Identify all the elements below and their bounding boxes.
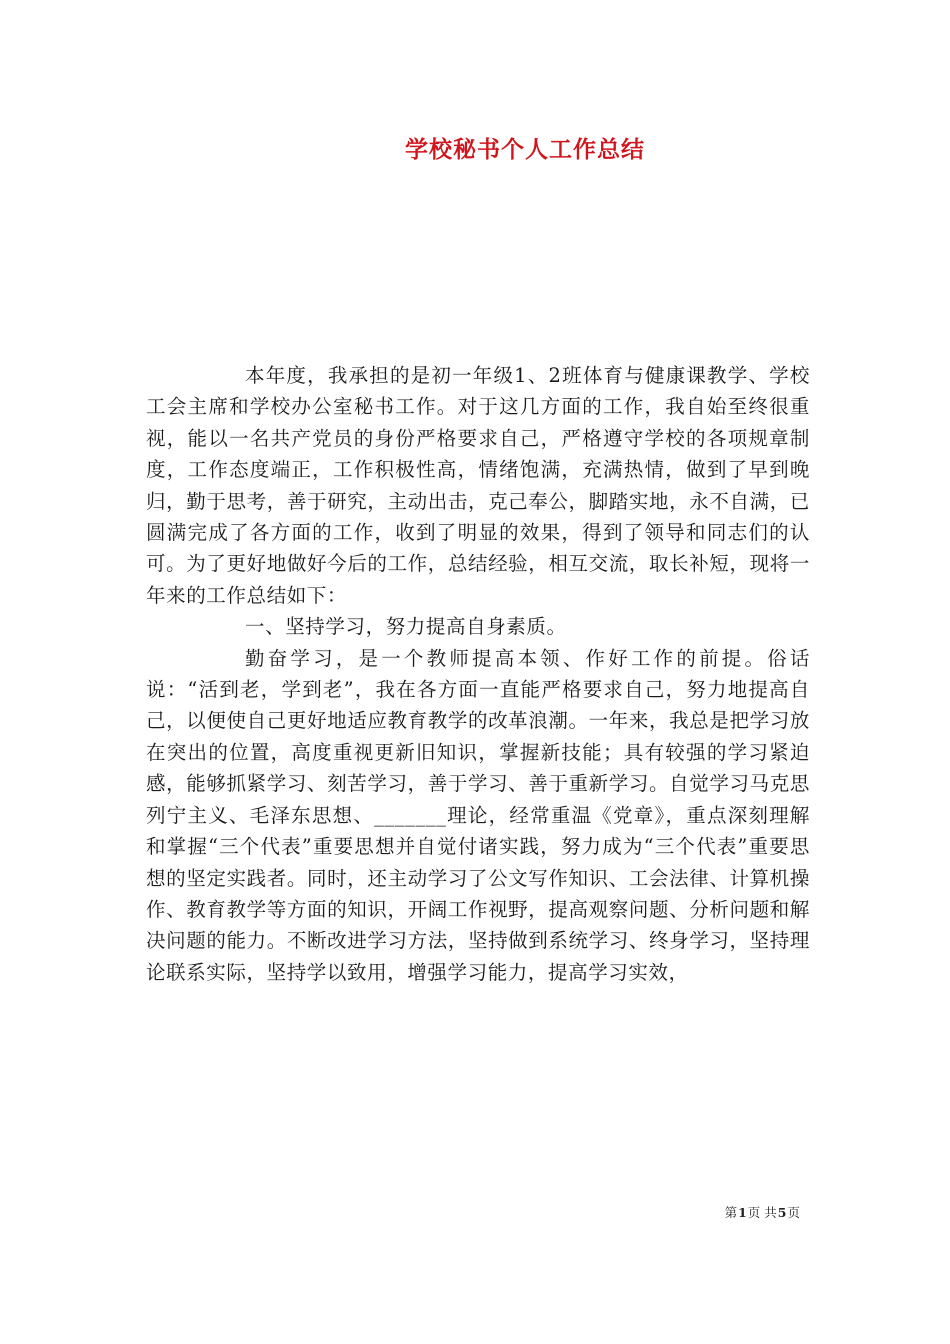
page-footer — [725, 1203, 800, 1221]
footer-suffix: 页 — [787, 1205, 800, 1220]
document-body — [146, 360, 810, 988]
footer-middle: 页 共 — [747, 1205, 777, 1220]
footer-prefix: 第 — [724, 1205, 738, 1220]
paragraph-intro: 本年度，我承担的是初一年级1、2班体育与健康课教学、学校工会主席和学校办公室秘书工作。对于这几方面的工作，我自始至终很重视，能以一名共产党员的身份严格要求自己，严格遵守学校的各项规章制度，工作态度端正，工作积极性高，情绪饱满，充满热情，做到了早到晚归，勤于思考，善于研究，主动出击，克己奉公，脚踏实地，永不自满，已圆满完成了各方面的工作，收到了明显的效果，得到了领导和同志们的认可。为了更好地做好今后的工作，总结经验，相互交流，取长补短，现将一年来的工作总结如下： — [146, 364, 810, 607]
paragraph-section-1: 勤奋学习，是一个教师提高本领、作好工作的前提。俗话说：“活到老，学到老”，我在各方面一直能严格要求自己，努力地提高自己，以便使自己更好地适应教育教学的改革浪潮。一年来，我总是把学习放在突出的位置，高度重视更新旧知识，掌握新技能；具有较强的学习紧迫感，能够抓紧学习、刻苦学习，善于学习、善于重新学习。自觉学习马克思列宁主义、毛泽东思想、_______理论，经常重温《党章》，重点深刻理解和掌握“三个代表”重要思想并自觉付诸实践，努力成为“三个代表”重要思想的坚定实践者。同时，还主动学习了公文写作知识、工会法律、计算机操作、教育教学等方面的知识，开阔工作视野，提高观察问题、分析问题和解决问题的能力。不断改进学习方法，坚持做到系统学习、终身学习，坚持理论联系实际，坚持学以致用，增强学习能力，提高学习实效， — [146, 646, 810, 984]
footer-current-page: 1 — [738, 1205, 747, 1220]
section-heading-1: 一、坚持学习，努力提高自身素质。 — [245, 615, 567, 639]
footer-total-pages: 5 — [777, 1205, 787, 1220]
document-title: 学校秘书个人工作总结 — [405, 136, 645, 163]
